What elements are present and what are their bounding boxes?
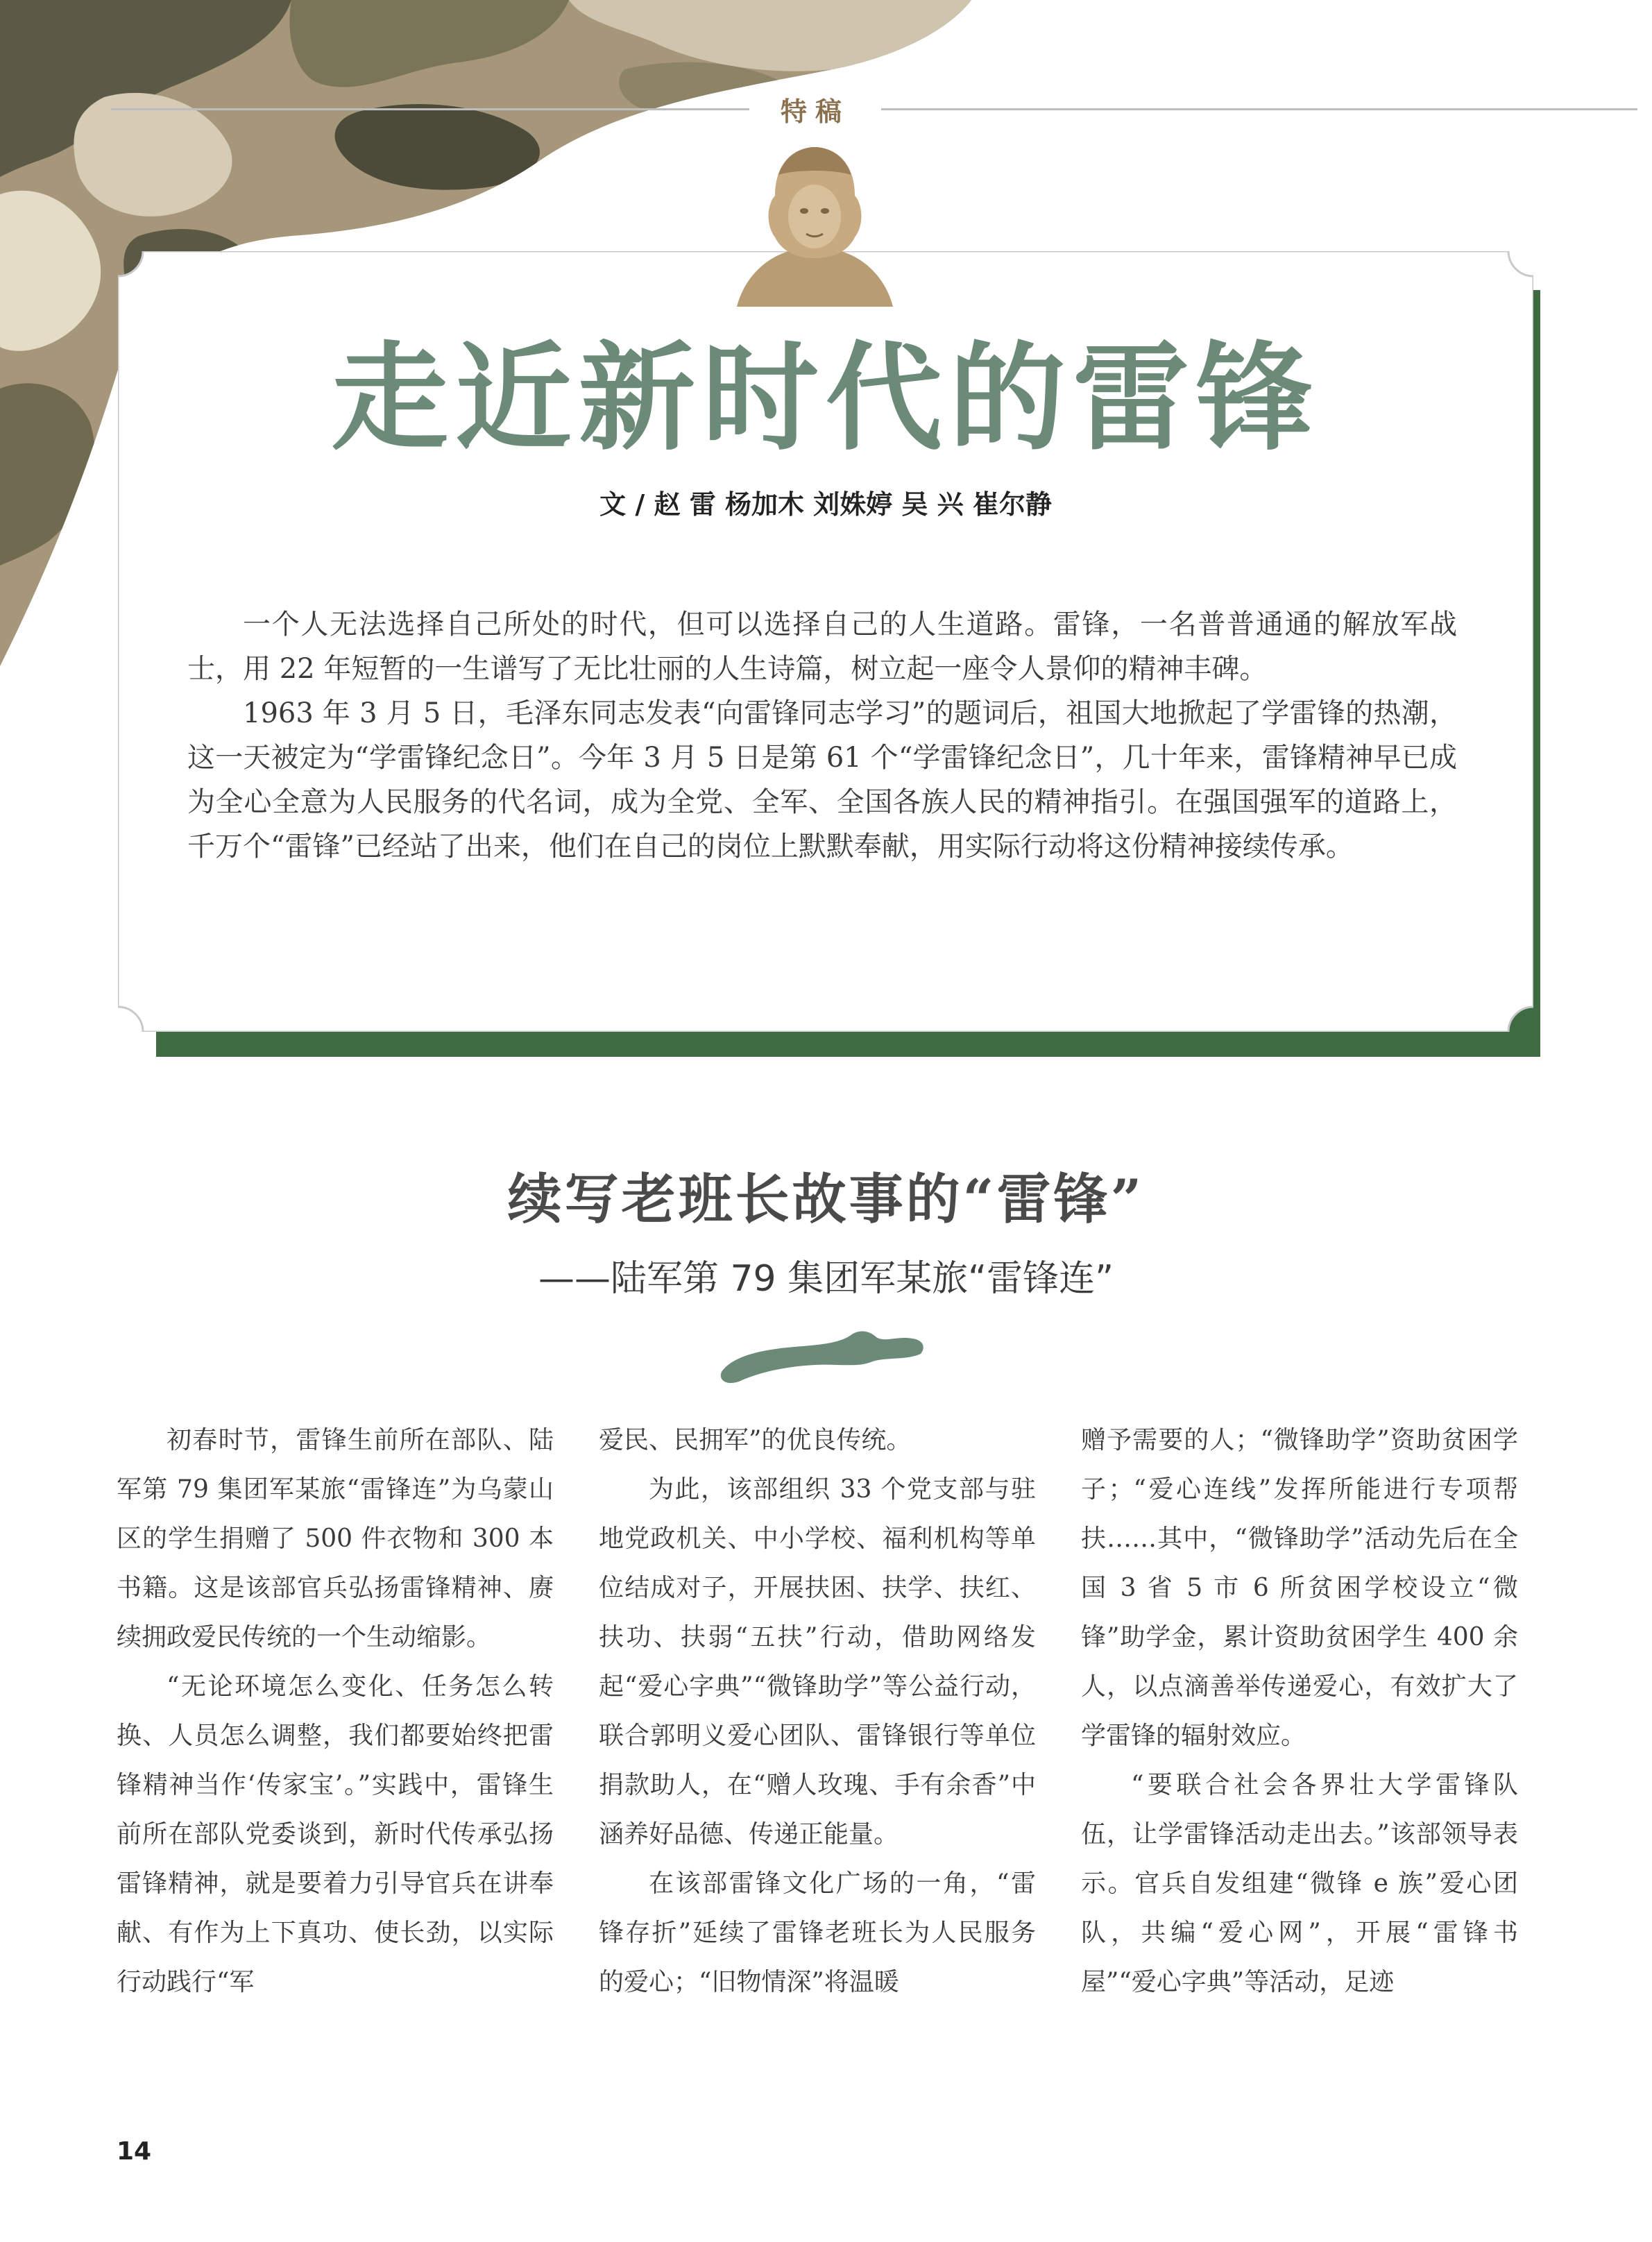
page-number: 14 [117,2137,152,2166]
brush-stroke-divider [718,1322,926,1384]
header-rule-left [111,108,749,110]
column-3 [1081,1416,1518,2007]
article-body [117,1416,1518,2007]
intro-text [187,602,1457,869]
column-2 [599,1416,1036,2007]
body-paragraph: “要联合社会各界壮大学雷锋队伍，让学雷锋活动走出去。”该部领导表示。官兵自发组建“微锋 e 族”爱心团队，共编“爱心网”，开展“雷锋书屋”“爱心字典”等活动，足迹 [1081,1771,1518,1996]
body-paragraph: 为此，该部组织 33 个党支部与驻地党政机关、中小学校、福利机构等单位结成对子，开展扶困、扶学、扶红、扶功、扶弱“五扶”行动，借助网络发起“爱心字典”“微锋助学”等公益行动，联合郭明义爱心团队、雷锋银行等单位捐款助人，在“赠人玫瑰、手有余香”中涵养好品德、传递正能量。 [599,1475,1036,1849]
header-rule-right [881,108,1637,110]
body-paragraph: 在该部雷锋文化广场的一角，“雷锋存折”延续了雷锋老班长为人民服务的爱心；“旧物情深”将温暖 [599,1869,1036,1996]
body-paragraph: “无论环境怎么变化、任务怎么转换、人员怎么调整，我们都要始终把雷锋精神当作‘传家宝’。”实践中，雷锋生前所在部队党委谈到，新时代传承弘扬雷锋精神，就是要着力引导官兵在讲奉献、有作为上下真功、使长劲，以实际行动践行“军 [117,1672,554,1996]
body-paragraph: 爱民、民拥军”的优良传统。 [599,1426,912,1454]
intro-paragraph: 1963 年 3 月 5 日，毛泽东同志发表“向雷锋同志学习”的题词后，祖国大地掀起了学雷锋的热潮，这一天被定为“学雷锋纪念日”。今年 3 月 5 日是第 61 个“学雷锋纪念日”，几十年来，雷锋精神早已成为全心全意为人民服务的代名词，成为全党、全军、全国各族人民的精神指引。在强国强军的道路上，千万个“雷锋”已经站了出来，他们在自己的岗位上默默奉献，用实际行动将这份精神接续传承。 [187,697,1457,863]
body-paragraph: 赠予需要的人；“微锋助学”资助贫困学子；“爱心连线”发挥所能进行专项帮扶……其中，“微锋助学”活动先后在全国 3 省 5 市 6 所贫困学校设立“微锋”助学金，累计资助贫困学生 400 余人，以点滴善举传递爱心，有效扩大了学雷锋的辐射效应。 [1081,1426,1518,1750]
feature-title: 走近新时代的雷锋 [332,329,1320,466]
article-subtitle: ——陆军第 79 集团军某旅“雷锋连” [538,1258,1114,1300]
section-label: 特稿 [780,96,850,127]
article-title: 续写老班长故事的“雷锋” [507,1168,1145,1231]
byline: 文 / 赵 雷 杨加木 刘姝婷 吴 兴 崔尔静 [599,489,1052,520]
body-paragraph: 初春时节，雷锋生前所在部队、陆军第 79 集团军某旅“雷锋连”为乌蒙山区的学生捐赠了 500 件衣物和 300 本书籍。这是该部官兵弘扬雷锋精神、赓续拥政爱民传统的一个生动缩影。 [117,1426,554,1651]
lei-feng-portrait-image [737,147,893,307]
intro-paragraph: 一个人无法选择自己所处的时代，但可以选择自己的人生道路。雷锋，一名普普通通的解放军战士，用 22 年短暂的一生谱写了无比壮丽的人生诗篇，树立起一座令人景仰的精神丰碑。 [187,609,1457,685]
column-1 [117,1416,554,2007]
